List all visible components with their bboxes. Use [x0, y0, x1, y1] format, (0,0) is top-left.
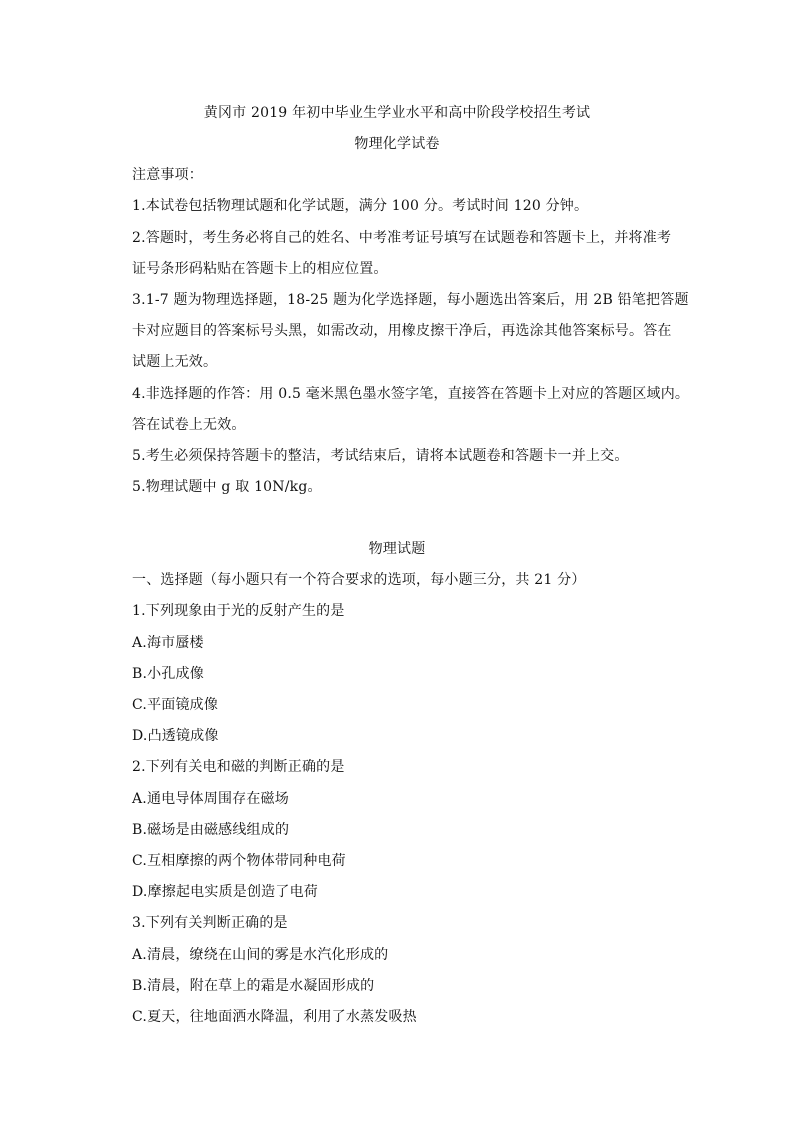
question-line: 1.下列现象由于光的反射产生的是	[132, 603, 345, 619]
note-line: 答在试卷上无效。	[132, 417, 246, 433]
notes-heading: 注意事项：	[132, 167, 203, 183]
option-line: C.平面镜成像	[132, 697, 219, 713]
option-line: A.通电导体周围存在磁场	[132, 791, 289, 807]
note-line: 5.物理试题中 g 取 10N/kg。	[132, 479, 322, 495]
section-title: 物理试题	[368, 541, 426, 557]
note-line: 卡对应题目的答案标号头黑，如需改动，用橡皮擦干净后，再选涂其他答案标号。答在	[132, 323, 672, 339]
question-line: 3.下列有关判断正确的是	[132, 915, 288, 931]
note-line: 证号条形码粘贴在答题卡上的相应位置。	[132, 261, 388, 277]
note-line: 1.本试卷包括物理试题和化学试题，满分 100 分。考试时间 120 分钟。	[132, 198, 589, 214]
option-line: C.互相摩擦的两个物体带同种电荷	[132, 853, 346, 869]
exam-subtitle: 物理化学试卷	[354, 136, 440, 152]
option-line: D.凸透镜成像	[132, 728, 219, 744]
option-line: A.海市蜃楼	[132, 635, 204, 651]
exam-title: 黄冈市 2019 年初中毕业生学业水平和高中阶段学校招生考试	[203, 105, 591, 121]
option-line: B.小孔成像	[132, 666, 204, 682]
note-line: 3.1-7 题为物理选择题，18-25 题为化学选择题，每小题选出答案后，用 2B 铅笔把答题	[132, 292, 689, 308]
option-line: B.磁场是由磁感线组成的	[132, 822, 290, 838]
note-line: 试题上无效。	[132, 354, 218, 370]
part-heading: 一、选择题（每小题只有一个符合要求的选项，每小题三分，共 21 分）	[132, 572, 586, 588]
question-line: 2.下列有关电和磁的判断正确的是	[132, 759, 345, 775]
option-line: D.摩擦起电实质是创造了电荷	[132, 884, 318, 900]
option-line: C.夏天，往地面洒水降温，利用了水蒸发吸热	[132, 1009, 417, 1025]
option-line: B.清晨，附在草上的霜是水凝固形成的	[132, 978, 375, 994]
note-line: 5.考生必须保持答题卡的整洁，考试结束后，请将本试题卷和答题卡一并上交。	[132, 448, 629, 464]
option-line: A.清晨，缭绕在山间的雾是水汽化形成的	[132, 947, 389, 963]
note-line: 2.答题时，考生务必将自己的姓名、中考准考证号填写在试题卷和答题卡上，并将准考	[132, 230, 672, 246]
note-line: 4.非选择题的作答：用 0.5 毫米黑色墨水签字笔，直接答在答题卡上对应的答题区域内。	[132, 386, 690, 402]
